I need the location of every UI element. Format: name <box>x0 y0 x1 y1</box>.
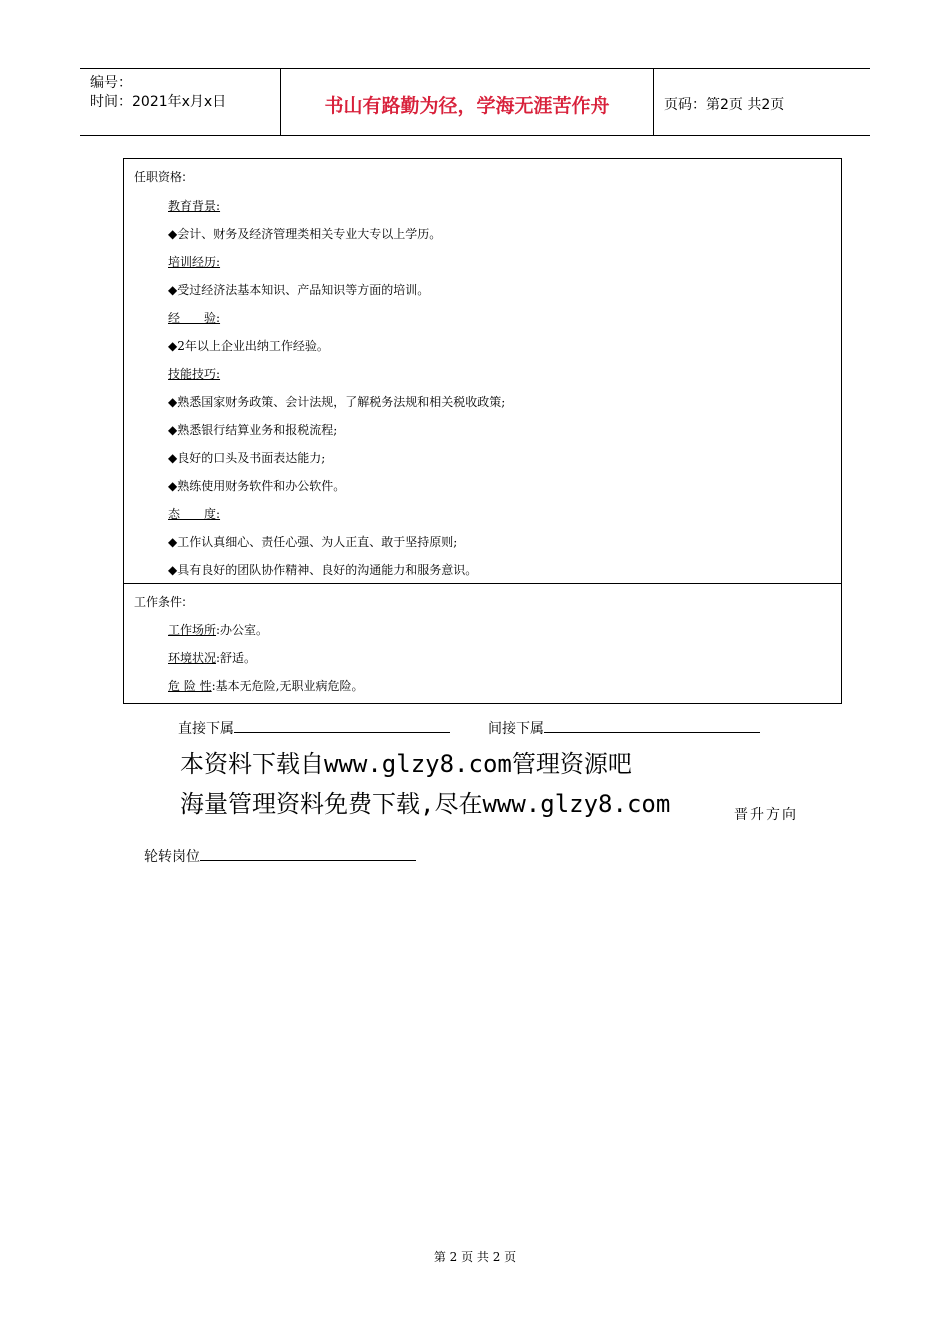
environment-label: 环境状况 <box>168 651 217 665</box>
work-place-label: 工作场所 <box>168 623 217 637</box>
environment-row <box>168 649 256 666</box>
training-heading: 培训经历: <box>168 255 221 269</box>
rotation-post-blank[interactable] <box>200 846 416 861</box>
skills-item: ◆熟练使用财务软件和办公软件。 <box>168 479 346 493</box>
danger-row <box>168 677 364 694</box>
training-item: ◆受过经济法基本知识、产品知识等方面的培训。 <box>168 283 430 297</box>
document-number-label: 编号： <box>90 75 132 91</box>
direct-subordinate-label: 直接下属 <box>178 721 234 737</box>
environment-value: :舒适。 <box>216 651 257 665</box>
qualifications-section <box>123 158 842 584</box>
qualifications-title: 任职资格: <box>134 170 187 184</box>
attitude-item: ◆工作认真细心、责任心强、为人正直、敢于坚持原则; <box>168 535 458 549</box>
page-header <box>80 68 870 136</box>
experience-item: ◆2年以上企业出纳工作经验。 <box>168 339 329 353</box>
header-page-number: 页码：第2页 共2页 <box>664 97 785 113</box>
header-info-cell <box>80 69 281 135</box>
skills-item: ◆熟悉银行结算业务和报税流程; <box>168 423 338 437</box>
experience-heading: 经 验: <box>168 311 221 325</box>
header-page-cell <box>654 69 870 135</box>
rotation-post-label: 轮转岗位 <box>144 849 200 865</box>
skills-item: ◆熟悉国家财务政策、会计法规，了解税务法规和相关税收政策; <box>168 395 506 409</box>
attitude-heading: 态 度: <box>168 507 221 521</box>
conditions-title: 工作条件: <box>134 595 187 609</box>
conditions-section <box>123 583 842 704</box>
education-item: ◆会计、财务及经济管理类相关专业大专以上学历。 <box>168 227 442 241</box>
skills-item: ◆良好的口头及书面表达能力; <box>168 451 326 465</box>
watermark-line-1: 本资料下载自www.glzy8.com管理资源吧 <box>180 750 632 778</box>
page-footer: 第 2 页 共 2 页 <box>433 1250 517 1264</box>
danger-label: 危 险 性 <box>168 679 212 693</box>
indirect-subordinate-blank[interactable] <box>544 718 760 733</box>
direct-subordinate-row <box>178 718 450 738</box>
skills-heading: 技能技巧: <box>168 367 221 381</box>
promotion-direction-label: 晋升方向 <box>734 807 798 823</box>
education-heading: 教育背景: <box>168 199 221 213</box>
attitude-item: ◆具有良好的团队协作精神、良好的沟通能力和服务意识。 <box>168 563 478 577</box>
direct-subordinate-blank[interactable] <box>234 718 450 733</box>
header-motto-cell <box>281 69 654 135</box>
indirect-subordinate-row <box>488 718 760 738</box>
work-place-row <box>168 621 268 638</box>
danger-value: :基本无危险,无职业病危险。 <box>211 679 364 693</box>
header-motto: 书山有路勤为径，学海无涯苦作舟 <box>324 95 610 117</box>
watermark-line-2: 海量管理资料免费下载,尽在www.glzy8.com <box>180 790 671 818</box>
rotation-post-row <box>144 846 416 866</box>
work-place-value: :办公室。 <box>216 623 269 637</box>
document-time-label: 时间：2021年x月x日 <box>90 94 227 110</box>
indirect-subordinate-label: 间接下属 <box>488 721 544 737</box>
